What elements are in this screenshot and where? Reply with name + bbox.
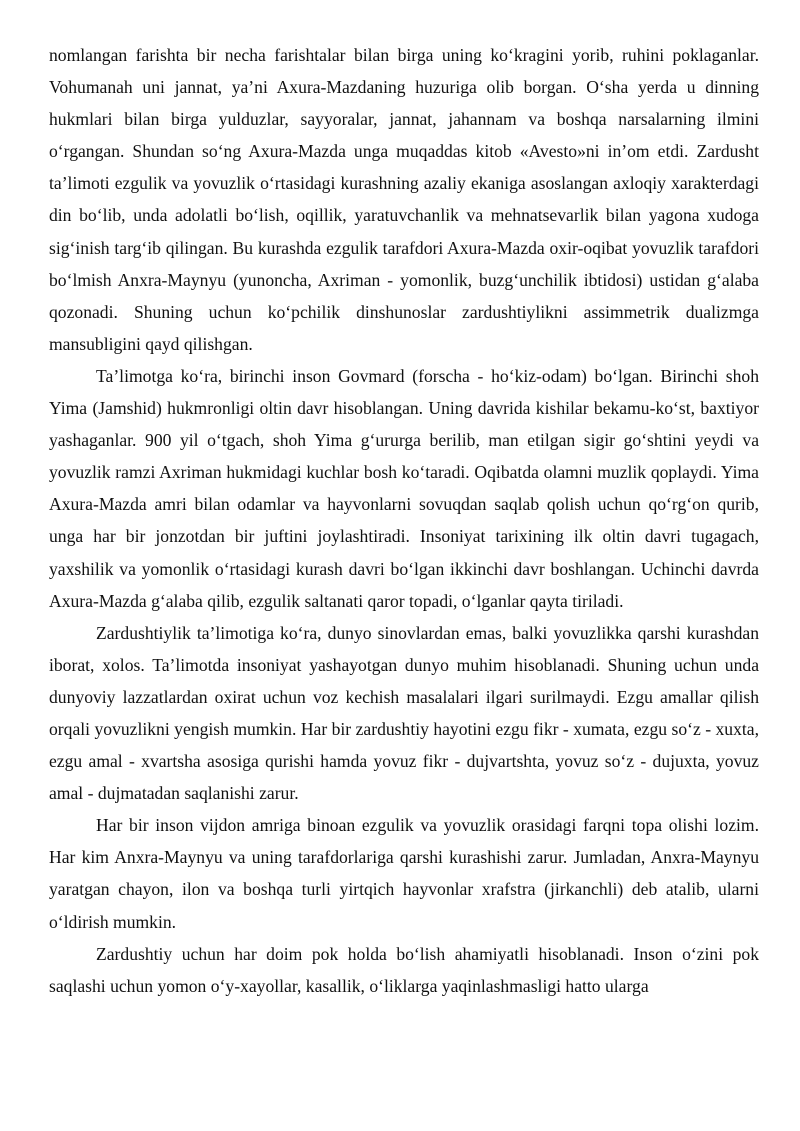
body-paragraph-3: Zardushtiylik ta’limotiga ko‘ra, dunyo sinovlardan emas, balki yovuzlikka qarshi kurashdan iborat, xolos. Ta’limotda insoniyat yashayotgan dunyo muhim hisoblanadi. Shuning uchun unda dunyoviy lazzatlardan oxirat uchun voz kechish masalalari ilgari surilmaydi. Ezgu amallar qilish orqali yovuzlikni yengish mumkin. Har bir zardushtiy hayotini ezgu fikr - xumata, ezgu so‘z - xuxta, ezgu amal - xvartsha asosiga qurishi hamda yovuz fikr - dujvartshta, yovuz so‘z - dujuxta, yovuz amal - dujmatadan saqlanishi zarur.: [49, 622, 759, 804]
body-paragraph-4: Har bir inson vijdon amriga binoan ezgulik va yovuzlik orasidagi farqni topa olishi lozim. Har kim Anxra-Maynyu va uning tarafdorlariga qarshi kurashishi zarur. Jumladan, Anxra-Maynyu yaratgan chayon, ilon va boshqa turli yirtqich hayvonlar xrafstra (jirkanchli) deb atalib, ularni o‘ldirish mumkin.: [49, 815, 759, 932]
body-paragraph-2: Ta’limotga ko‘ra, birinchi inson Govmard (forscha - ho‘kiz-odam) bo‘lgan. Birinchi shoh Yima (Jamshid) hukmronligi oltin davr hisoblangan. Uning davrida kishilar bekamu-ko‘st, baxtiyor yashaganlar. 900 yil o‘tgach, shoh Yima g‘ururga berilib, man etilgan sigir go‘shtini yeydi va yovuzlik ramzi Axriman hukmidagi kuchlar bosh ko‘taradi. Oqibatda olamni muzlik qoplaydi. Yima Axura-Mazda amri bilan odamlar va hayvonlarni sovuqdan saqlab qolish uchun qo‘rg‘on qurib, unga har bir jonzotdan bir juftini joylashtiradi. Insoniyat tarixining ilk oltin davri tugagach, yaxshilik va yomonlik o‘rtasidagi kurash davri bo‘lgan ikkinchi davr boshlangan. Uchinchi davrda Axura-Mazda g‘alaba qilib, ezgulik saltanati qaror topadi, o‘lganlar qayta tiriladi.: [49, 365, 759, 611]
body-paragraph-5: Zardushtiy uchun har doim pok holda bo‘lish ahamiyatli hisoblanadi. Inson o‘zini pok saqlashi uchun yomon o‘y-xayollar, kasallik, o‘liklarga yaqinlashmasligi hatto ularga: [49, 943, 759, 996]
body-paragraph-1: nomlangan farishta bir necha farishtalar bilan birga uning ko‘kragini yorib, ruhini poklaganlar. Vohumanah uni jannat, ya’ni Axura-Mazdaning huzuriga olib borgan. O‘sha yerda u dinning hukmlari bilan birga yulduzlar, sayyoralar, jannat, jahannam va boshqa narsalarning ilmini o‘rgangan. Shundan so‘ng Axura-Mazda unga muqaddas kitob «Avesto»ni in’om etdi. Zardusht ta’limoti ezgulik va yovuzlik o‘rtasidagi kurashning azaliy ekaniga asoslangan axloqiy xarakterdagi din bo‘lib, unda adolatli bo‘lish, oqillik, yaratuvchanlik va mehnatsevarlik bilan yagona xudoga sig‘inish targ‘ib qilingan. Bu kurashda ezgulik tarafdori Axura-Mazda oxir-oqibat yovuzlik tarafdori bo‘lmish Anxra-Maynyu (yunoncha, Axriman - yomonlik, buzg‘unchilik ibtidosi) ustidan g‘alaba qozonadi. Shuning uchun ko‘pchilik dinshunoslar zardushtiylikni assimmetrik dualizmga mansubligini qayd qilishgan.: [49, 45, 759, 354]
